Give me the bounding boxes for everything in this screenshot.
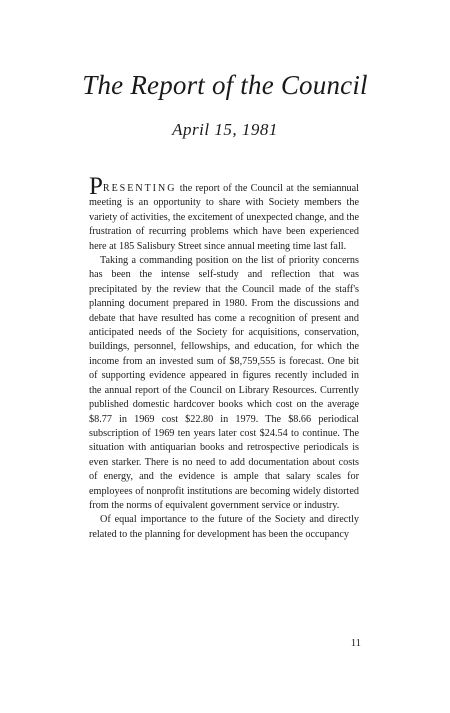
drop-cap: P xyxy=(89,173,103,200)
report-date: April 15, 1981 xyxy=(172,120,278,139)
body-text xyxy=(89,173,359,542)
page-title: The Report of the Council xyxy=(82,70,368,100)
paragraph-2: Taking a commanding position on the list of priority concerns has been the intense self-study and reflection that was precipitated by the review that the Council made of the staff's planning document prepared in 1980. From the discussions and debate that have resulted has come a recognition of present and anticipated needs of the Society for acquisitions, conservation, buildings, personnel, fellowships, and education, for which the income from an invested sum of $8,759,555 is forecast. One bit of supporting evidence appeared in figures recently included in the annual report of the Council on Library Resources. Currently published domestic hardcover books which cost on the average $8.77 in 1969 cost $22.80 in 1979. The $8.66 periodical subscription of 1969 ten years later cost $24.54 to continue. The situation with antiquarian books and retrospective periodicals is even starker. There is no need to add documentation about costs of energy, and the evidence is ample that salary scales for employees of nonprofit institutions are becoming widely distorted from the norms of equivalent government service or industry. xyxy=(89,255,359,511)
paragraph-1-text: the report of the Council at the semiannual meeting is an opportunity to share with Society members the variety of activities, the excitement of unexpected change, and the frustration of recurring problems which have been experienced here at 185 Salisbury Street since annual meeting time last fall. xyxy=(89,183,359,252)
page-number: 11 xyxy=(350,638,361,649)
paragraph-1 xyxy=(89,173,359,254)
lead-small-caps: RESENTING xyxy=(102,183,177,194)
paragraph-3: Of equal importance to the future of the Society and directly related to the planning for development has been the occupancy xyxy=(89,514,359,540)
